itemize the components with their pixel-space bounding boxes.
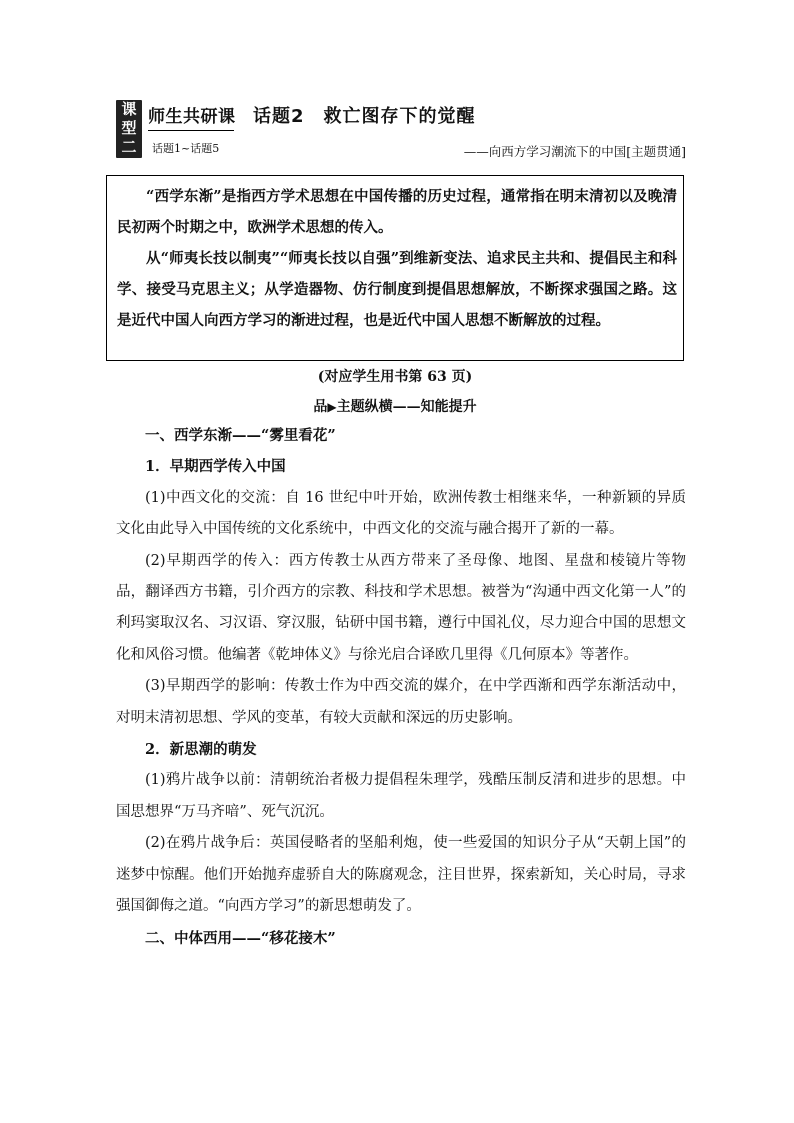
topic-range: 话题1~话题5 [152,142,220,155]
course-type-label: 师生共研课 [148,107,236,127]
badge-char: 二 [121,138,137,156]
page-reference: (对应学生用书第 63 页) [317,369,473,385]
heading-level2: 1．早期西学传入中国 [145,458,286,476]
heading-level1: 二、中体西用——“移花接木” [145,929,336,947]
body-paragraph: (3)早期西学的影响：传教士作为中西交流的媒介，在中学西渐和西学东渐活动中，对明末清初思想、学风的变革，有较大贡献和深远的历史影响。 [116,678,686,726]
body-paragraph: (2)早期西学的传入：西方传教士从西方带来了圣母像、地图、星盘和棱镜片等物品，翻译西方书籍，引介西方的宗教、科技和学术思想。被誉为“沟通中西文化第一人”的利玛窦取汉名、习汉语、穿汉服，钻研中国书籍，遵行中国礼仪，尽力迎合中国的思想文化和风俗习惯。他编著《乾坤体义》与徐光启合译欧几里得《几何原本》等著作。 [116,552,686,663]
main-content [116,420,686,954]
section-label-text: 主题纵横——知能提升 [336,399,477,415]
topic-title: 话题2 救亡图存下的觉醒 [253,106,476,127]
badge-char: 课 [121,100,137,118]
intro-box [106,175,684,361]
heading-level1: 一、西学东渐——“雾里看花” [145,427,336,444]
topic-subtitle: ——向西方学习潮流下的中国[主题贯通] [463,144,686,159]
heading-level2: 2．新思潮的萌发 [145,741,257,759]
body-paragraph: (1)中西文化的交流：自 16 世纪中叶开始，欧洲传教士相继来华，一种新颖的异质文化由此导入中国传统的文化系统中，中西文化的交流与融合揭开了新的一幕。 [116,489,686,538]
play-arrow-icon: ▶ [327,400,337,414]
body-paragraph: (2)在鸦片战争后：英国侵略者的坚船利炮，使一些爱国的知识分子从“天朝上国”的迷梦中惊醒。他们开始抛弃虚骄自大的陈腐观念，注目世界，探索新知，关心时局，寻求强国御侮之道。“向西方学习”的新思想萌发了。 [116,835,686,915]
intro-paragraph: 从“师夷长技以制夷”“师夷长技以自强”到维新变法、追求民主共和、提倡民主和科学、接受马克思主义；从学造器物、仿行制度到提倡思想解放，不断探求强国之路。这是近代中国人向西方学习的渐进过程，也是近代中国人思想不断解放的过程。 [117,250,677,329]
body-paragraph: (1)鸦片战争以前：清朝统治者极力提倡程朱理学，残酷压制反清和进步的思想。中国思想界“万马齐喑”、死气沉沉。 [116,772,686,820]
header-divider [148,130,234,131]
intro-paragraph: “西学东渐”是指西方学术思想在中国传播的历史过程，通常指在明末清初以及晚清民初两个时期之中，欧洲学术思想的传入。 [117,188,677,236]
lesson-type-badge [116,100,142,158]
section-label [106,396,684,416]
section-prefix: 品 [313,399,328,415]
lesson-header [116,98,686,170]
badge-char: 型 [121,119,137,137]
